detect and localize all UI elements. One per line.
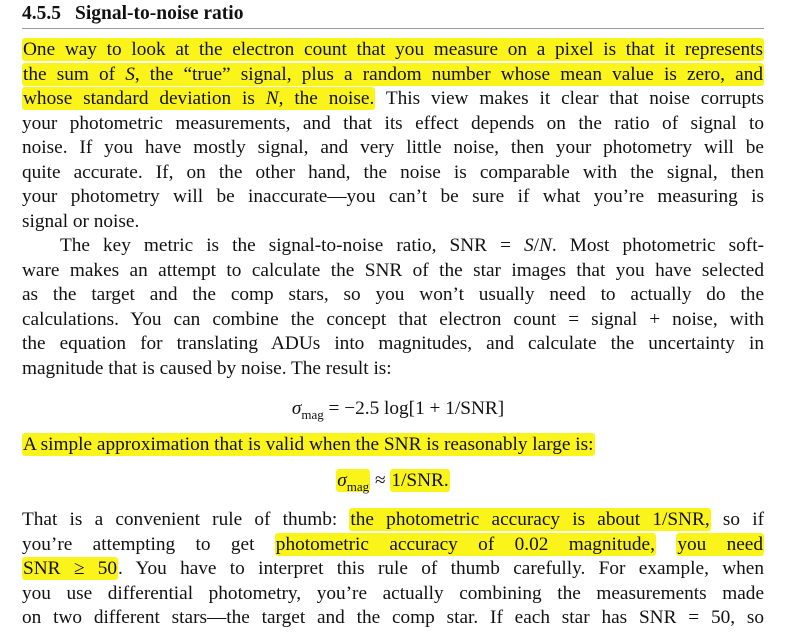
paragraph1-line-2	[22, 63, 764, 88]
highlight	[336, 469, 370, 492]
paragraph1-line-1	[22, 38, 764, 63]
text-span	[656, 534, 676, 555]
paragraph2-line-6: magnitude that is caused by noise. The result is:	[22, 357, 392, 379]
approximation-line	[22, 433, 764, 458]
equation-sigma-mag-log	[22, 396, 764, 422]
section-heading	[22, 2, 243, 26]
highlight: 1/SNR.	[391, 470, 449, 491]
text-span: whose standard deviation is	[23, 88, 266, 109]
paragraph2-line-3: as the target and the comp stars, so you won’t usually need to actually do the	[22, 284, 764, 305]
math-subscript: mag	[346, 479, 370, 494]
text-span: This view makes it clear that noise corrupts	[375, 88, 764, 109]
paragraph2-line-1	[22, 234, 764, 259]
math-symbol: N	[265, 88, 279, 109]
text-span: , the “true” signal, plus a random number whose mean value is zero, and	[134, 63, 763, 85]
equation-rhs: = −2.5 log[1 + 1/SNR]	[323, 398, 505, 419]
paragraph1-line-6: quite accurate. If, on the other hand, the noise is comparable with the signal, then	[22, 161, 764, 183]
section-number: 4.5.5	[22, 3, 61, 24]
text-span: That is a convenient rule of thumb:	[22, 509, 350, 530]
equation-sigma-mag-approx	[22, 468, 764, 494]
highlight: the photometric accuracy is about 1/SNR,	[350, 509, 710, 530]
highlight: you need	[677, 533, 763, 555]
text-span: so if	[710, 509, 764, 530]
approx-symbol: ≈	[370, 470, 391, 491]
section-title: Signal-to-noise ratio	[75, 3, 244, 24]
paragraph1-line-7: your photometry will be inaccurate—you can’t be sure if what you’re measuring is	[22, 186, 764, 207]
math-symbol: S	[125, 63, 135, 85]
paragraph1-line-8: signal or noise.	[22, 210, 140, 232]
paragraph2-line-2: ware makes an attempt to calculate the SNR of the star images that you have selected	[22, 259, 764, 281]
text-span: The key metric is the signal-to-noise ratio, SNR =	[60, 235, 525, 256]
paragraph2-line-4: calculations. You can combine the concept that electron count = signal + noise, with	[22, 308, 764, 330]
text-span: . Most photometric soft-	[551, 235, 764, 256]
paragraph3-line-2	[22, 533, 764, 558]
paragraph3-line-5: on two different stars—the target and the comp star. If each star has SNR = 50, so	[22, 607, 764, 628]
text-span: , the noise.	[278, 88, 375, 109]
paragraph3-line-3	[22, 557, 764, 582]
highlight: photometric accuracy of 0.02 magnitude,	[275, 533, 655, 555]
paragraph1-line-3	[22, 87, 764, 112]
math-symbol: σ	[291, 398, 302, 419]
text-span: . You have to interpret this rule of thumb carefully. For example, when	[118, 558, 764, 579]
highlight	[22, 87, 375, 110]
heading-divider	[22, 28, 764, 29]
highlight: A simple approximation that is valid when the SNR is reasonably large is:	[23, 434, 594, 455]
text-span: the sum of	[23, 63, 126, 85]
text-span: you’re attempting to get	[22, 533, 275, 555]
math-symbol: σ	[337, 470, 347, 491]
highlight	[22, 63, 764, 86]
highlight: One way to look at the electron count that you measure on a pixel is that it represents	[23, 39, 763, 60]
paragraph3-line-1	[22, 508, 764, 533]
equation-inner	[336, 468, 449, 500]
math-symbol: N	[539, 235, 552, 256]
highlight: SNR ≥ 50	[23, 558, 118, 579]
paragraph3-line-4: you use differential photometry, you’re actually combining the measurements made	[22, 582, 764, 604]
paragraph1-line-5: noise. If you have mostly signal, and very little noise, then your photometry will be	[22, 137, 764, 158]
text-span: /	[533, 235, 540, 256]
math-subscript: mag	[301, 407, 324, 422]
math-symbol: S	[524, 235, 534, 256]
paragraph2-line-5: the equation for translating ADUs into magnitudes, and calculate the uncertainty in	[22, 333, 764, 354]
paragraph1-line-4: your photometric measurements, and that its effect depends on the ratio of signal to	[22, 112, 764, 134]
